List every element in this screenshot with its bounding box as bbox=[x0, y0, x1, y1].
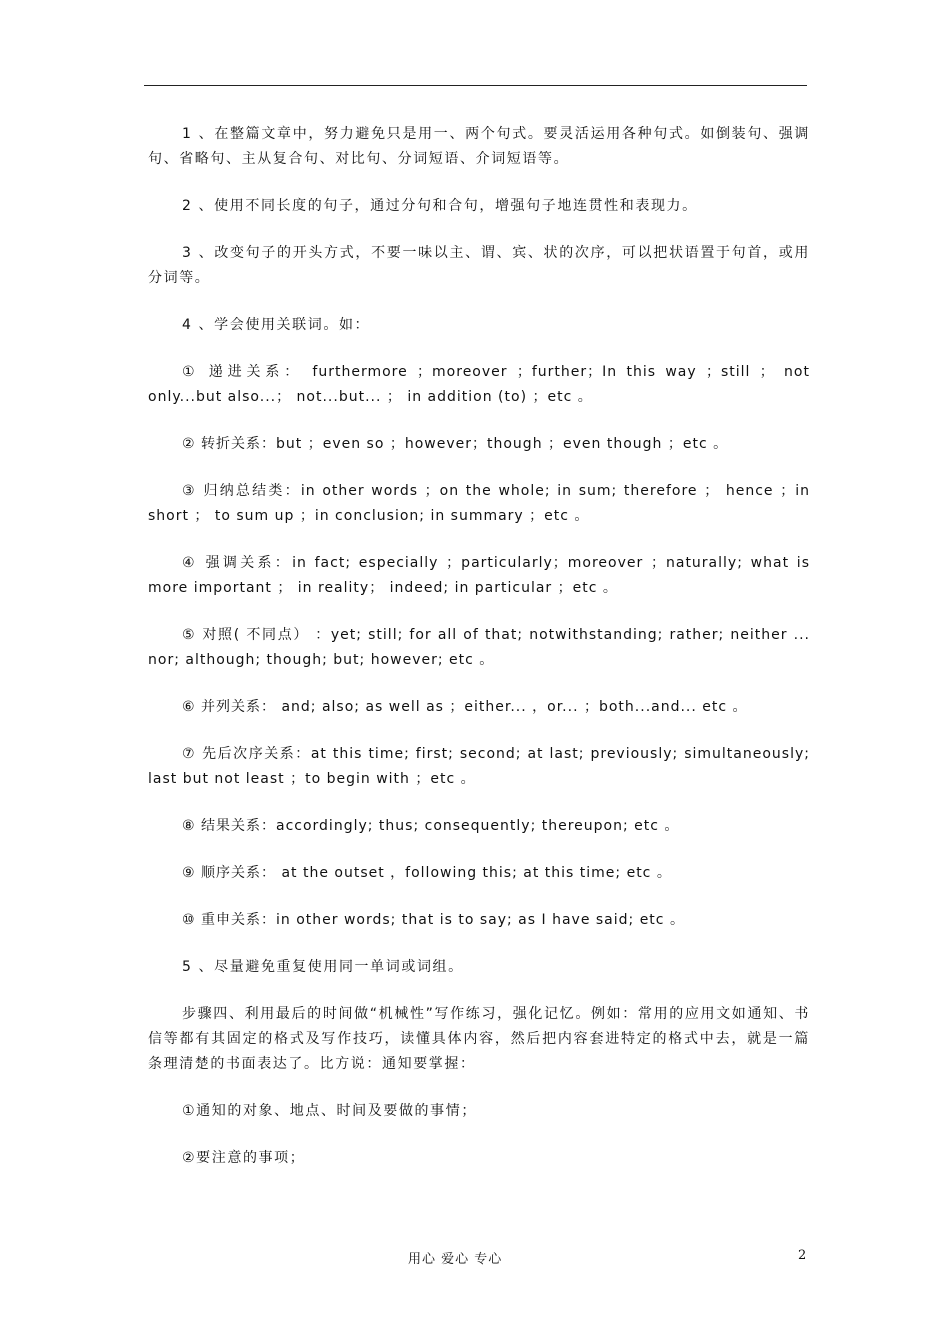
page-footer bbox=[0, 1248, 950, 1268]
connective-summary: ③ 归纳总结类：in other words ；on the whole; in sum; therefore ； hence ；in short ； to sum up ；in conclusion; in summary ；etc 。 bbox=[148, 483, 810, 524]
tip-1-sentence-variety: 1 、在整篇文章中，努力避免只是用一、两个句式。要灵活运用各种句式。如倒装句、强调句、省略句、主从复合句、对比句、分词短语、介词短语等。 bbox=[148, 126, 810, 167]
notice-point-2: ②要注意的事项； bbox=[182, 1150, 306, 1166]
connective-order: ⑨ 顺序关系： at the outset ，following this; at this time; etc 。 bbox=[182, 865, 672, 881]
connective-emphasis: ④ 强调关系：in fact; especially ；particularly；moreover ；naturally; what is more important ； in reality； indeed; in particular ；etc 。 bbox=[148, 555, 810, 596]
step-four-paragraph: 步骤四、利用最后的时间做“机械性”写作练习，强化记忆。例如：常用的应用文如通知、书信等都有其固定的格式及写作技巧，读懂具体内容，然后把内容套进特定的格式中去，就是一篇条理清楚的书面表达了。比方说：通知要掌握： bbox=[148, 1006, 810, 1072]
document-body bbox=[148, 122, 810, 1193]
tip-3-sentence-openings: 3 、改变句子的开头方式，不要一味以主、谓、宾、状的次序，可以把状语置于句首，或用分词等。 bbox=[148, 245, 810, 286]
connective-restatement: ⑩ 重申关系：in other words; that is to say; as I have said; etc 。 bbox=[182, 912, 685, 928]
notice-point-1: ①通知的对象、地点、时间及要做的事情； bbox=[182, 1103, 477, 1119]
tip-4-connectives: 4 、学会使用关联词。如： bbox=[182, 317, 371, 333]
footer-motto: 用心 爱心 专心 bbox=[408, 1252, 503, 1267]
connective-parallel: ⑥ 并列关系： and; also; as well as ；either... ，or... ；both...and... etc 。 bbox=[182, 699, 748, 715]
connective-result: ⑧ 结果关系：accordingly; thus; consequently; thereupon; etc 。 bbox=[182, 818, 680, 834]
connective-sequence: ⑦ 先后次序关系：at this time; first; second; at last; previously; simultaneously; last but not least ；to begin with ；etc 。 bbox=[148, 746, 810, 787]
page-number: 2 bbox=[798, 1248, 807, 1263]
tip-2-sentence-length: 2 、使用不同长度的句子，通过分句和合句，增强句子地连贯性和表现力。 bbox=[182, 198, 698, 214]
connective-progression: ① 递进关系： furthermore ；moreover ；further；In this way ；still ； not only...but also...； not...but... ； in addition (to) ；etc 。 bbox=[148, 364, 810, 405]
connective-contrast: ② 转折关系：but ；even so ；however；though ；even though ；etc 。 bbox=[182, 436, 729, 452]
header-rule bbox=[144, 85, 807, 86]
connective-comparison: ⑤ 对照( 不同点） ：yet; still; for all of that; notwithstanding; rather; neither ... nor; although; though; but; however; etc 。 bbox=[148, 627, 810, 668]
tip-5-avoid-repetition: 5 、尽量避免重复使用同一单词或词组。 bbox=[182, 959, 464, 975]
